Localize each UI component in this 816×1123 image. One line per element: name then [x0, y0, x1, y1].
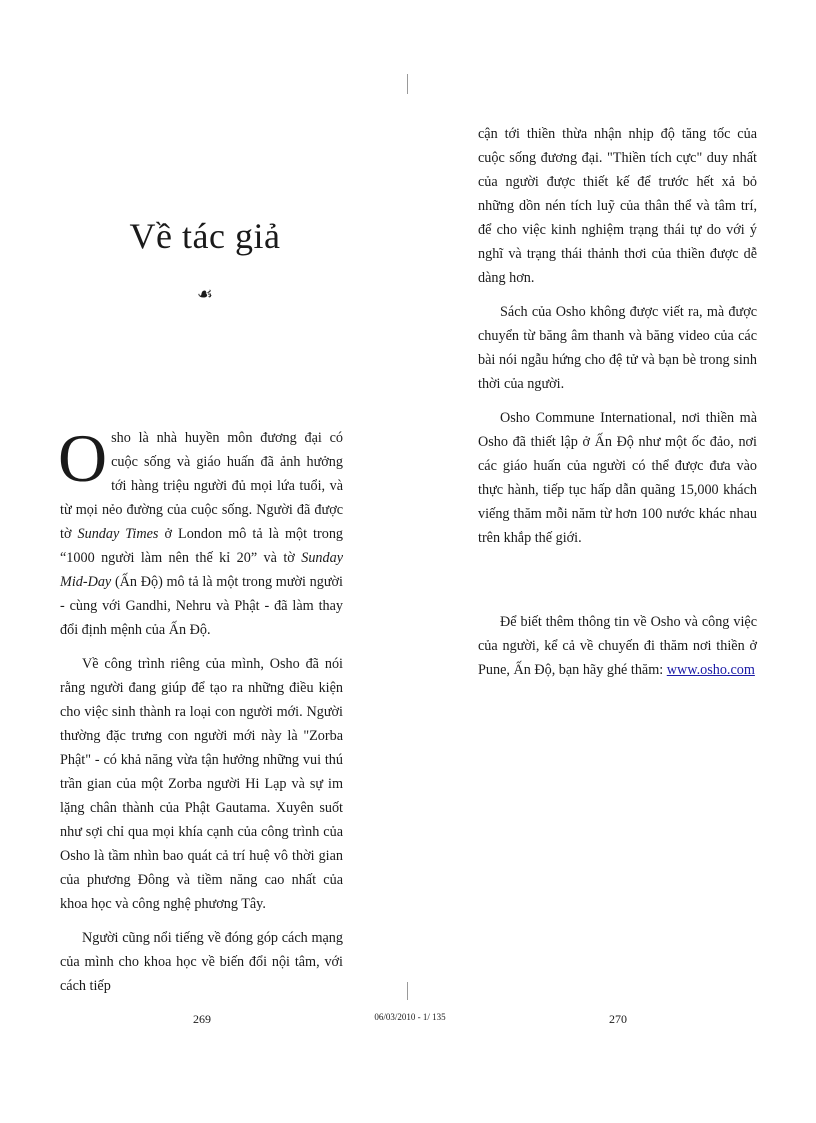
intro-text-c: (Ấn Độ) mô tả là một trong mười người - cùng với Gandhi, Nehru và Phật - đã làm thay đổi định mệnh của Ấn Độ.: [60, 574, 343, 638]
chapter-title: Về tác giả: [129, 216, 281, 257]
website-link[interactable]: www.osho.com: [666, 662, 755, 678]
left-page-body: [58, 420, 344, 1008]
contact-text: Để biết thêm thông tin về Osho và công việc của người, kể cả về chuyến đi thăm nơi thiền ở Pune, Ấn Độ, bạn hãy ghé thăm:: [478, 614, 757, 678]
ornament-icon: ☙: [196, 284, 214, 304]
publication-name: Sunday Mid-Day: [60, 550, 343, 590]
drop-cap: O: [58, 420, 108, 496]
paragraph-contact: [478, 610, 757, 682]
crop-mark-bottom: [407, 982, 408, 1000]
paragraph: Người cũng nổi tiếng về đóng góp cách mạng của mình cho khoa học về biến đổi nội tâm, với cách tiếp: [60, 930, 343, 994]
intro-text-a: sho là nhà huyền môn đương đại có cuộc sống và giáo huấn đã ảnh hưởng tới hàng triệu người đủ mọi lứa tuổi, và từ mọi nẻo đường của cuộc sống. Người đã được tờ: [60, 430, 343, 542]
spacer: [478, 560, 757, 610]
publication-name: Sunday Times: [77, 526, 159, 542]
right-page-body: [478, 122, 757, 692]
paragraph: Osho Commune International, nơi thiền mà Osho đã thiết lập ở Ấn Độ như một ốc đảo, nơi các giáo huấn của người có thể được đưa vào thực hành, tiếp tục hấp dẫn quãng 15,000 khách viếng thăm mỗi năm từ hơn 100 nước khác nhau trên khắp thế giới.: [478, 410, 757, 546]
page-number-right: 270: [609, 1012, 627, 1026]
intro-text-b: ở London mô tả là một trong “1000 người làm nên thế kỉ 20” và tờ: [60, 526, 344, 566]
page-number-left: 269: [193, 1012, 211, 1026]
crop-mark-top: [407, 74, 408, 94]
paragraph-intro: [58, 420, 344, 642]
paragraph: cận tới thiền thừa nhận nhịp độ tăng tốc của cuộc sống đương đại. "Thiền tích cực" duy nhất của người được thiết kế để trước hết xả bỏ những dồn nén tích luỹ của thân thể và tâm trí, để cho việc kinh nghiệm trạng thái tự do với ý nghĩ và trạng thái thảnh thơi của thiền được dễ dàng hơn.: [478, 126, 757, 286]
paragraph: Sách của Osho không được viết ra, mà được chuyển từ băng âm thanh và băng video của các bài nói ngẫu hứng cho đệ tử và bạn bè trong sinh thời của người.: [478, 304, 757, 392]
paragraph: Về công trình riêng của mình, Osho đã nói rằng người đang giúp để tạo ra những điều kiện cho việc sinh thành ra loại con người mới. Người thường đặc trưng con người mới này là "Zorba Phật" - có khả năng vừa tận hưởng những vui thú trần gian của một Zorba người Hi Lạp và sự im lặng chân thành của Phật Gautama. Xuyên suốt như sợi chỉ qua mọi khía cạnh của công trình của Osho là tầm nhìn bao quát cả trí huệ vô thời gian của phương Đông và tiềm năng cao nhất của khoa học và công nghệ phương Tây.: [60, 656, 343, 912]
print-slug: 06/03/2010 - 1/ 135: [374, 1012, 446, 1022]
